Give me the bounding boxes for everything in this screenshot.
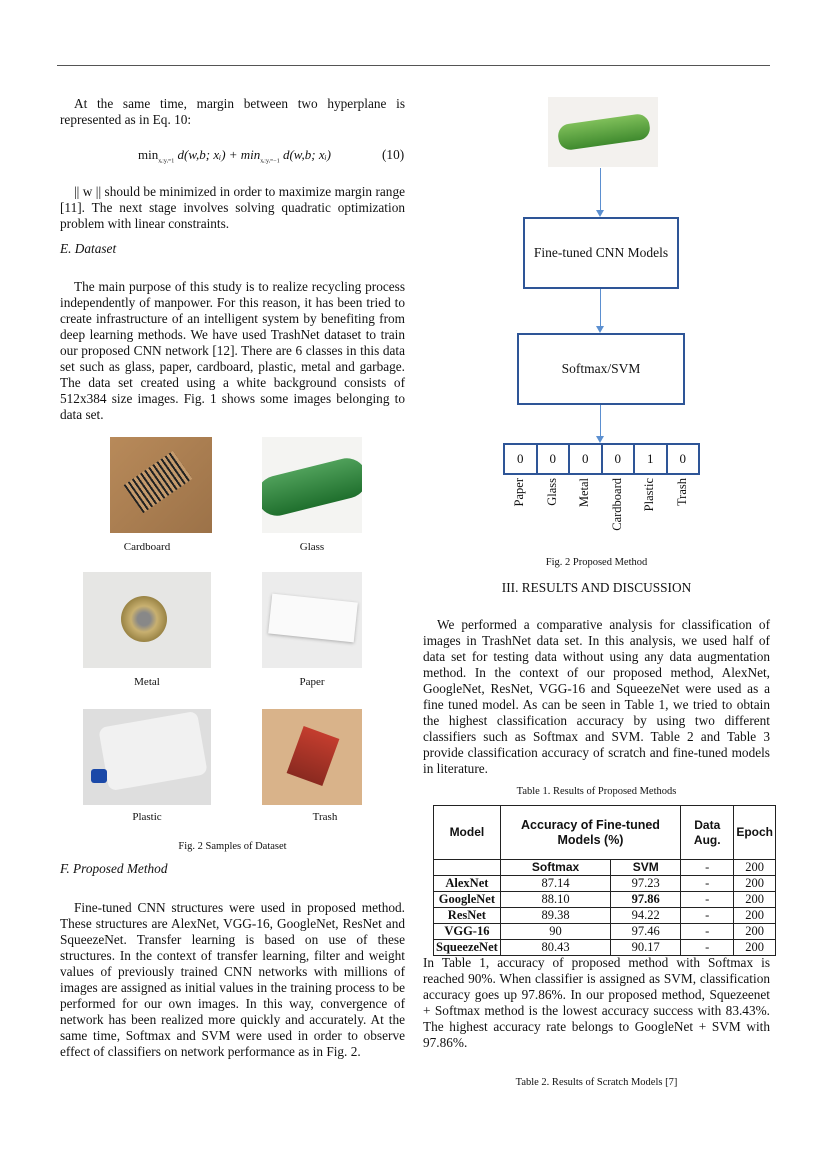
- cell-aug: -: [681, 876, 734, 892]
- eq-sub: xᵢ:yᵢ=−1: [260, 158, 280, 165]
- output-cell: 0: [505, 445, 538, 473]
- eq-part: min: [138, 147, 159, 162]
- cell-aug: -: [681, 892, 734, 908]
- table-row: [434, 924, 776, 940]
- cell-softmax: 80.43: [500, 940, 610, 956]
- heading-proposed-method: F. Proposed Method: [60, 861, 168, 876]
- paragraph-text: We performed a comparative analysis for classification of images in TrashNet data set. In this analysis, we used half of data set for testing data without using any data augmentation method. In the context of our proposed method, AlexNet, GoogleNet, ResNet, VGG-16 and SqueezeNet were used as a fine tuned model. As can be seen in Table 1, we tried to obtain the highest classification accuracy by using two different classifiers such as Softmax and SVM. Table 2 and Table 3 provide classification accuracy of scratch and fine-tuned models in literature.: [423, 617, 770, 776]
- output-vector: [503, 443, 700, 475]
- paragraph-dataset: [60, 279, 405, 423]
- eq-part: d(w,b; xᵢ): [279, 147, 331, 162]
- class-label: Metal: [577, 478, 592, 508]
- cell-aug: -: [681, 860, 734, 876]
- cell-svm: 97.86: [611, 892, 681, 908]
- image-plastic: [83, 709, 211, 805]
- cell-softmax: 88.10: [500, 892, 610, 908]
- class-label: Cardboard: [609, 478, 624, 531]
- barcode: [124, 451, 193, 513]
- header-aug: Data Aug.: [681, 806, 734, 860]
- figure-caption-samples: Fig. 2 Samples of Dataset: [178, 841, 287, 852]
- eq-sub: xᵢ:yᵢ=1: [158, 158, 175, 165]
- figure-caption-method: Fig. 2 Proposed Method: [545, 557, 648, 568]
- class-labels: [503, 478, 698, 540]
- class-label: Paper: [512, 478, 527, 507]
- image-glass: [262, 437, 362, 533]
- image-bottle-input: [548, 97, 658, 167]
- paper-sheet: [268, 594, 358, 643]
- cell-aug: -: [681, 940, 734, 956]
- image-metal: [83, 572, 211, 668]
- trash-wrapper: [287, 726, 340, 786]
- subheader-softmax: Softmax: [500, 860, 610, 876]
- box-fine-tuned-cnn: Fine-tuned CNN Models: [523, 217, 679, 289]
- cell-softmax: 87.14: [500, 876, 610, 892]
- header-epoch: Epoch: [734, 806, 776, 860]
- cell-epoch: 200: [734, 940, 776, 956]
- cell-svm: 94.22: [611, 908, 681, 924]
- table-row: [434, 892, 776, 908]
- paragraph-norm: [60, 184, 405, 232]
- paragraph-margin: [60, 96, 405, 128]
- heading-dataset: E. Dataset: [60, 241, 117, 256]
- cell-svm: 97.23: [611, 876, 681, 892]
- arrow-down: [600, 289, 601, 331]
- label-metal: Metal: [134, 676, 160, 688]
- cell-model: VGG-16: [434, 924, 501, 940]
- output-cell: 0: [679, 451, 686, 466]
- cell-svm: 90.17: [611, 940, 681, 956]
- equation-10: [138, 147, 331, 170]
- paragraph-text: At the same time, margin between two hyperplane is represented as in Eq. 10:: [60, 96, 405, 127]
- section-heading-results: III. RESULTS AND DISCUSSION: [501, 580, 692, 595]
- cell-epoch: 200: [734, 876, 776, 892]
- header-rule: [57, 65, 770, 66]
- cell-softmax: 89.38: [500, 908, 610, 924]
- arrow-down: [600, 168, 601, 215]
- cell-epoch: 200: [734, 908, 776, 924]
- paragraph-table-discussion: [423, 955, 770, 1051]
- arrow-down: [600, 405, 601, 441]
- table-row: [434, 908, 776, 924]
- output-cell: 0: [538, 445, 571, 473]
- glass-bottle: [262, 454, 362, 520]
- output-cell: 0: [603, 445, 636, 473]
- cell-aug: -: [681, 908, 734, 924]
- label-glass: Glass: [299, 541, 325, 553]
- label-cardboard: Cardboard: [123, 541, 171, 553]
- plastic-jug: [98, 711, 208, 791]
- equation-number: (10): [382, 147, 405, 162]
- cell-model: GoogleNet: [434, 892, 501, 908]
- metal-can: [121, 596, 167, 642]
- paragraph-text: || w || should be minimized in order to maximize margin range [11]. The next stage involves solving quadratic optimization problem with linear constraints.: [60, 184, 405, 231]
- label-paper: Paper: [299, 676, 325, 688]
- table-row: [434, 940, 776, 956]
- cell-svm: 97.46: [611, 924, 681, 940]
- cell-epoch: 200: [734, 924, 776, 940]
- label-trash: Trash: [312, 811, 338, 823]
- class-label: Glass: [544, 478, 559, 506]
- cell-softmax: 90: [500, 924, 610, 940]
- eq-part: d(w,b; xᵢ) + min: [174, 147, 261, 162]
- class-label: Trash: [674, 478, 689, 507]
- bottle: [557, 113, 652, 152]
- cell-model: ResNet: [434, 908, 501, 924]
- subheader-svm: SVM: [611, 860, 681, 876]
- cell-aug: -: [681, 924, 734, 940]
- paragraph-text: The main purpose of this study is to realize recycling process independently of manpower. For this reason, it has been tried to create infrastructure of an intelligent system by benefiting from deep learning methods. We have used TrashNet dataset to train our proposed CNN network [12]. There are 6 classes in this data set such as glass, paper, cardboard, plastic, metal and garbage. The data set created using a white background consists of 512x384 size images. Fig. 1 shows some images belonging to data set.: [60, 279, 405, 422]
- paragraph-text: In Table 1, accuracy of proposed method with Softmax is reached 90%. When classifier is assigned as SVM, classification accuracy goes up 97.86%. In our proposed method, Squezeenet + Softmax method is the lowest accuracy success with 83.43%. The highest accuracy rate belongs to GoogleNet + SVM with 97.86%.: [423, 955, 770, 1050]
- image-trash: [262, 709, 362, 805]
- image-paper: [262, 572, 362, 668]
- cell-model: AlexNet: [434, 876, 501, 892]
- paragraph-proposed-method: [60, 900, 405, 1060]
- label-plastic: Plastic: [132, 811, 162, 823]
- cell-model: SqueezeNet: [434, 940, 501, 956]
- output-cell: 0: [570, 445, 603, 473]
- image-cardboard: [110, 437, 212, 533]
- results-table: [433, 805, 776, 956]
- output-cell: 1: [635, 445, 668, 473]
- blank-cell: [434, 860, 501, 876]
- header-model: Model: [434, 806, 501, 860]
- header-accuracy: Accuracy of Fine-tuned Models (%): [500, 806, 680, 860]
- table1-caption: Table 1. Results of Proposed Methods: [516, 786, 677, 797]
- blue-cap: [91, 769, 107, 783]
- cell-epoch: 200: [734, 892, 776, 908]
- paragraph-results: [423, 617, 770, 777]
- table2-caption: Table 2. Results of Scratch Models [7]: [515, 1077, 678, 1088]
- paragraph-text: Fine-tuned CNN structures were used in proposed method. These structures are AlexNet, VGG-16, GoogleNet, ResNet and SqueezeNet. Transfer learning is based on use of these structures. In the context of transfer learning, filter and weight values of previously trained CNN networks with millions of images are assigned as initial values in the training process to be performed for our own images. In this way, convergence of network has been realized more quickly and accurately. At the same time, Softmax and SVM were used in order to observe effect of classifiers on network performance as in Fig. 2.: [60, 900, 405, 1059]
- cell-epoch: 200: [734, 860, 776, 876]
- class-label: Plastic: [642, 478, 657, 512]
- table-row: [434, 876, 776, 892]
- box-softmax-svm: Softmax/SVM: [517, 333, 685, 405]
